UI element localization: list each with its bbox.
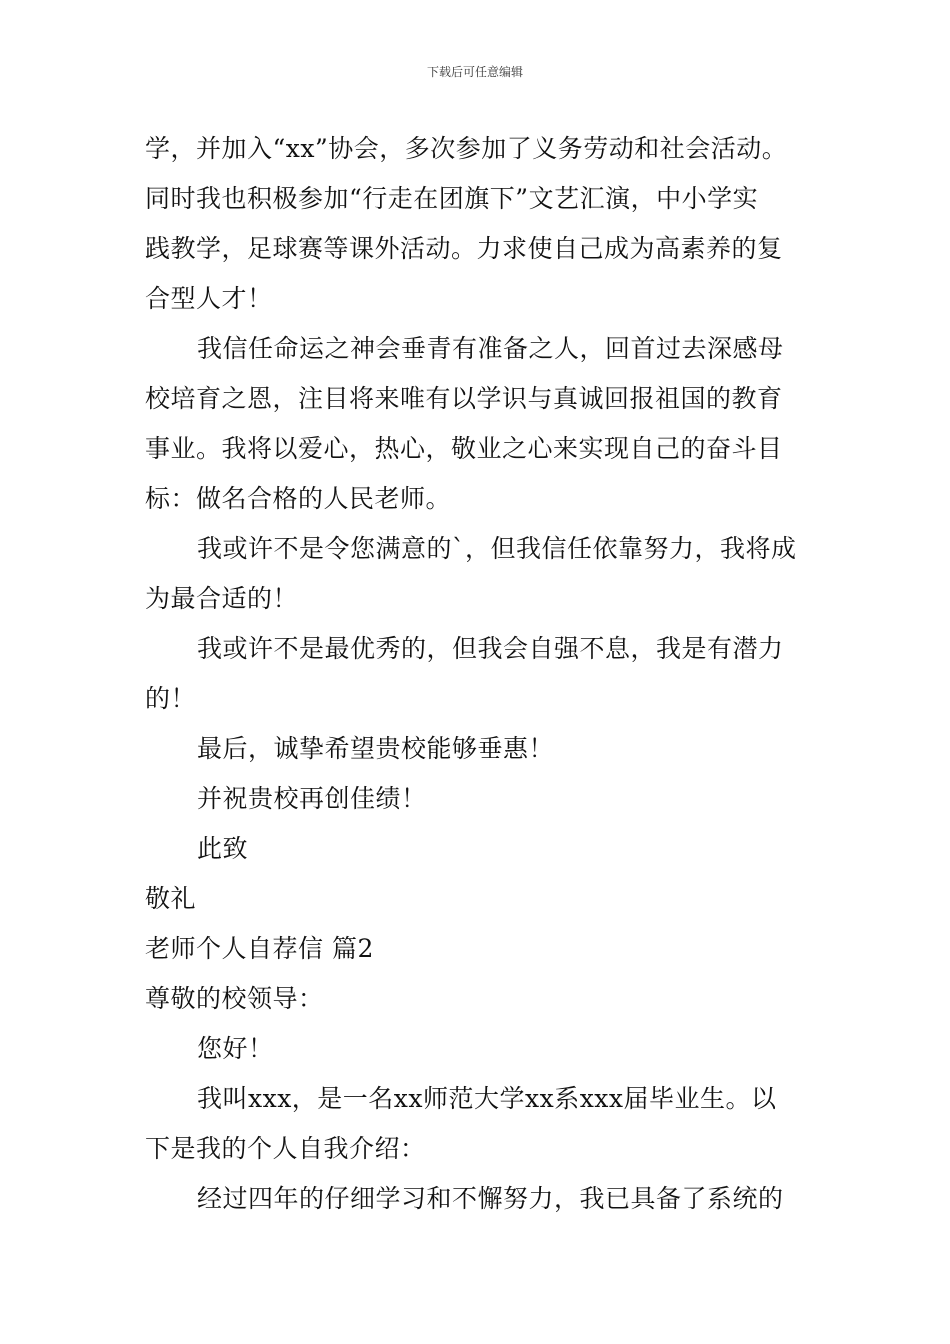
text-line: 为最合适的！ [145, 584, 299, 613]
text-line: 敬礼 [145, 884, 197, 913]
text-line: 我信任命运之神会垂青有准备之人，回首过去深感母 [197, 334, 784, 363]
text-line: 标：做名合格的人民老师。 [145, 484, 452, 513]
text-line: 同时我也积极参加“行走在团旗下”文艺汇演，中小学实 [145, 184, 759, 213]
text-line: 我叫xxx，是一名xx师范大学xx系xxx届毕业生。以 [197, 1084, 777, 1113]
section-heading: 老师个人自荐信 篇2 [145, 934, 374, 963]
text-line: 我或许不是最优秀的，但我会自强不息，我是有潜力 [197, 634, 784, 663]
text-line: 下是我的个人自我介绍： [145, 1134, 426, 1163]
text-line: 并祝贵校再创佳绩！ [197, 784, 427, 813]
document-body [145, 124, 835, 1224]
text-line: 我或许不是令您满意的`，但我信任依靠努力，我将成 [197, 534, 797, 563]
salutation: 尊敬的校领导： [145, 984, 324, 1013]
text-line: 校培育之恩，注目将来唯有以学识与真诚回报祖国的教育 [145, 384, 783, 413]
greeting: 您好！ [197, 1034, 274, 1063]
text-line: 践教学，足球赛等课外活动。力求使自己成为高素养的复 [145, 234, 783, 263]
text-line: 最后，诚挚希望贵校能够垂惠！ [197, 734, 555, 763]
page-header: 下载后可任意编辑 [426, 65, 523, 79]
text-line: 经过四年的仔细学习和不懈努力，我已具备了系统的 [197, 1184, 784, 1213]
text-line: 合型人才！ [145, 284, 273, 313]
text-line: 学，并加入“xx”协会，多次参加了义务劳动和社会活动。 [145, 134, 788, 163]
text-line: 事业。我将以爱心，热心，敬业之心来实现自己的奋斗目 [145, 434, 783, 463]
text-line: 的！ [145, 684, 197, 713]
text-line: 此致 [197, 834, 249, 863]
